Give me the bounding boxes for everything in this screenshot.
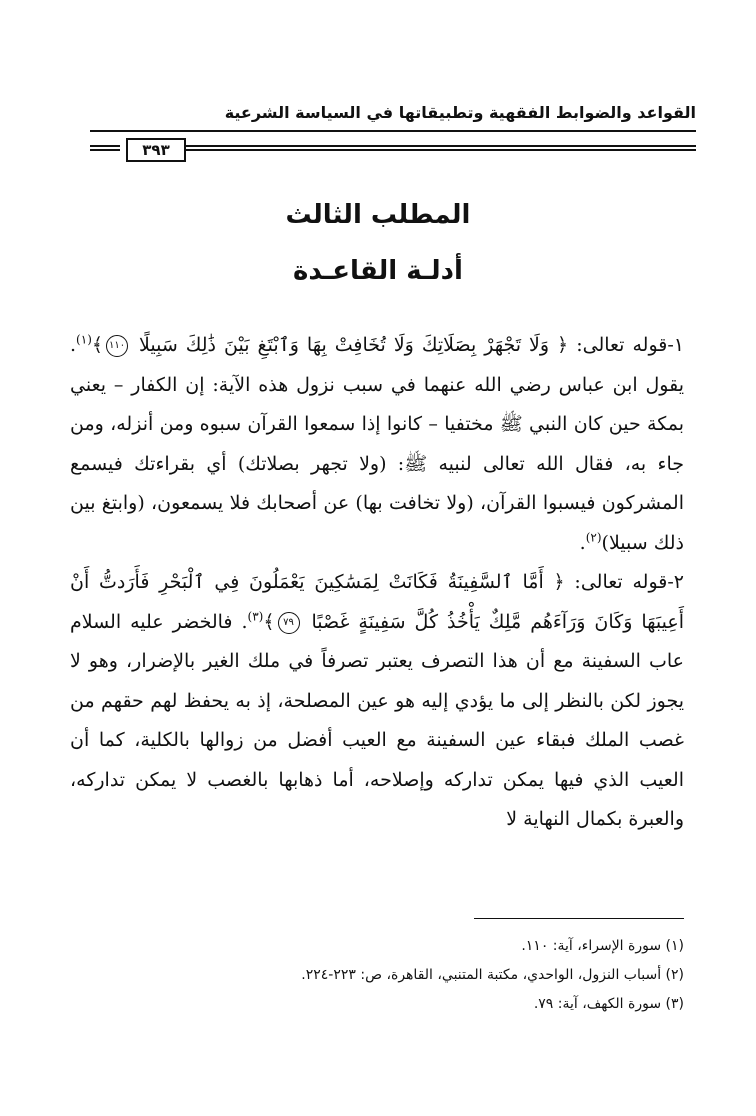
quran-verse: ﴿ وَلَا تَجْهَرْ بِصَلَاتِكَ وَلَا تُخَافِتْ بِهَا وَٱبْتَغِ بَيْنَ ذَٰلِكَ سَبِيلًا: [139, 334, 569, 356]
footnote-divider: [474, 918, 684, 919]
quran-verse: ﴿ أَمَّا ٱلسَّفِينَةُ فَكَانَتْ لِمَسَٰكِينَ يَعْمَلُونَ فِي ٱلْبَحْرِ فَأَرَدتُّ أَنْ أَعِيبَهَا وَكَانَ وَرَآءَهُم مَّلِكٌ يَأْخُذُ كُلَّ سَفِينَةٍ غَصْبًا: [70, 571, 684, 633]
section-title: المطلب الثالث: [285, 200, 471, 230]
evidence-paragraph-2: [70, 563, 684, 840]
footnotes: [70, 932, 684, 1019]
ayah-number-mark: ١١٠: [106, 335, 128, 357]
explanation-end: .: [579, 531, 586, 554]
quran-close-bracket: ﴾: [91, 334, 104, 356]
header-rule: [90, 130, 696, 132]
body-text: [70, 326, 684, 840]
header-double-rule-left: [90, 145, 120, 151]
footnote-2: (٢) أسباب النزول، الواحدي، مكتبة المتنبي، القاهرة، ص: ٢٢٣-٢٢٤.: [301, 967, 684, 983]
page-header: [90, 102, 696, 162]
evidence-number: ١-قوله تعالى:: [568, 334, 684, 356]
footnote-3: (٣) سورة الكهف، آية: ٧٩.: [533, 996, 684, 1012]
evidence-number: ٢-قوله تعالى:: [564, 571, 684, 593]
running-title: القواعد والضوابط الفقهية وتطبيقاتها في السياسة الشرعية: [224, 103, 696, 122]
explanation-text: . فالخضر عليه السلام عاب السفينة مع أن هذا التصرف يعتبر تصرفاً في ملك الغير بالإضرار، وهو لا يجوز لكن بالنظر إلى ما يؤدي إليه هو عين المصلحة، إذ به يحفظ لهم حقهم من غصب الملك فبقاء عين السفينة مع العيب أفضل من زوالها بالكلية، كما أن العيب الذي فيها يمكن تداركه وإصلاحه، أما ذهابها بالغصب لا يمكن تداركه، والعبرة بكمال النهاية لا: [70, 610, 684, 830]
evidence-paragraph-1: [70, 326, 684, 563]
footnote-reference: (٢): [585, 530, 602, 545]
ayah-number-mark: ٧٩: [278, 612, 300, 634]
header-rule-row: [90, 138, 696, 160]
page-number: ٣٩٣: [126, 138, 186, 162]
quran-close-bracket: ﴾: [263, 610, 275, 633]
footnote-reference: (٣): [247, 609, 264, 624]
explanation-text: . يقول ابن عباس رضي الله عنهما في سبب نزول هذه الآية: إن الكفار – يعني بمكة حين كان النبي ﷺ مختفيا – كانوا إذا سمعوا القرآن سبوه ومن أنزله، ومن جاء به، فقال الله تعالى لنبيه ﷺ: (ولا تجهر بصلاتك) أي بقراءتك فيسمع المشركون فيسبوا القرآن، (ولا تخافت بها) عن أصحابك فلا يسمعون، (وابتغ بين ذلك سبيلا): [70, 334, 684, 554]
footnote-reference: (١): [76, 332, 92, 347]
footnote-1: (١) سورة الإسراء، آية: ١١٠.: [521, 938, 684, 954]
section-subtitle: أدلـة القاعـدة: [293, 256, 463, 286]
header-double-rule: [186, 145, 696, 151]
